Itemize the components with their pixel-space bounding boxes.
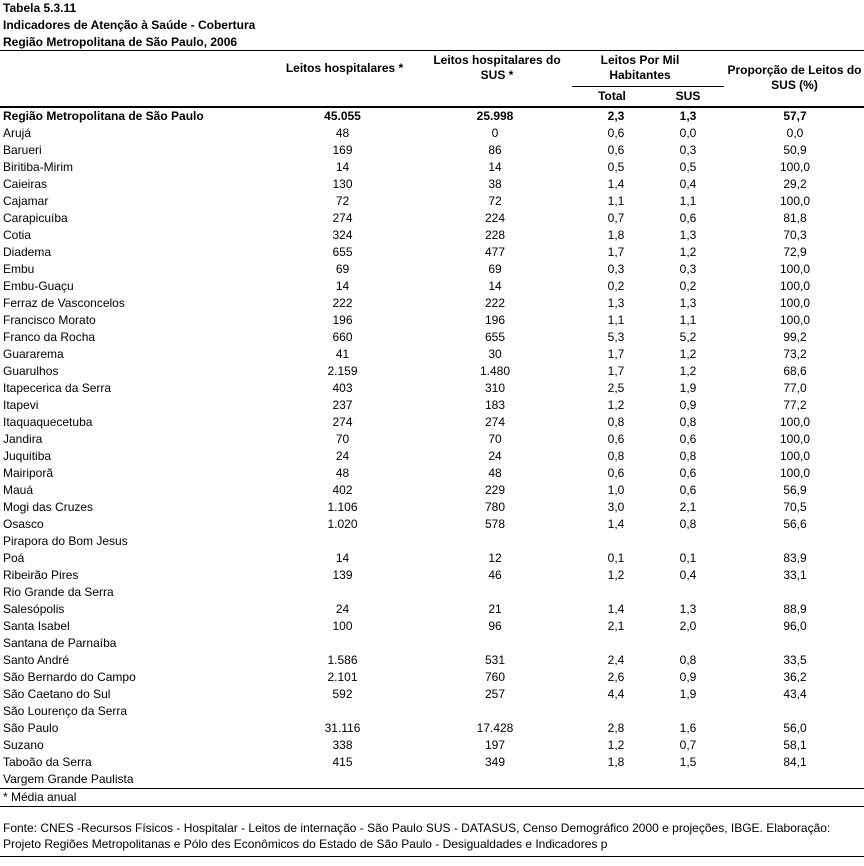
row-por-mil-total: 1,4 xyxy=(607,177,625,191)
row-municipio: Francisco Morato xyxy=(3,313,96,327)
row-leitos-hospitalares xyxy=(280,771,405,788)
row-leitos-sus: 25.998 xyxy=(476,109,514,123)
row-leitos-sus xyxy=(420,703,570,720)
row-leitos-hospitalares: 100 xyxy=(332,619,353,633)
row-leitos-sus: 578 xyxy=(484,517,506,531)
row-proporcao-sus: 29,2 xyxy=(783,177,807,191)
row-por-mil-sus: 1,1 xyxy=(679,313,697,327)
row-municipio: Cajamar xyxy=(3,194,49,208)
row-proporcao-sus: 100,0 xyxy=(779,296,811,310)
row-por-mil-sus: 0,6 xyxy=(679,211,697,225)
row-por-mil-sus: 1,3 xyxy=(679,109,697,123)
row-leitos-hospitalares: 14 xyxy=(335,279,350,293)
row-municipio: Itaquaquecetuba xyxy=(3,415,93,429)
source-line-1: Fonte: CNES -Recursos Físicos - Hospitalar - Leitos de internação - São Paulo SUS - DATASUS, Censo Demográfico 2000 e projeções, IBGE. Elaboração: xyxy=(3,821,831,835)
row-por-mil-sus: 0,0 xyxy=(679,126,697,140)
row-leitos-hospitalares: 2.159 xyxy=(327,364,358,378)
row-por-mil-sus xyxy=(655,635,721,652)
page-bottom-rule xyxy=(0,856,864,857)
row-proporcao-sus: 56,9 xyxy=(783,483,807,497)
row-por-mil-total: 0,8 xyxy=(607,415,625,429)
row-por-mil-total xyxy=(566,533,666,550)
row-leitos-hospitalares: 274 xyxy=(332,211,353,225)
row-leitos-sus: 228 xyxy=(484,228,506,242)
row-proporcao-sus: 58,1 xyxy=(783,738,807,752)
row-por-mil-sus: 1,2 xyxy=(679,245,697,259)
row-por-mil-sus: 0,5 xyxy=(679,160,697,174)
row-proporcao-sus: 33,1 xyxy=(783,568,807,582)
row-municipio: Embu-Guaçu xyxy=(3,279,74,293)
row-leitos-sus: 96 xyxy=(488,619,502,633)
row-municipio: Arujá xyxy=(3,126,32,140)
row-por-mil-total: 1,2 xyxy=(607,568,625,582)
row-leitos-sus: 24 xyxy=(488,449,502,463)
row-por-mil-sus: 0,3 xyxy=(679,143,697,157)
row-por-mil-total xyxy=(566,703,666,720)
row-por-mil-total: 0,6 xyxy=(607,126,625,140)
row-por-mil-total: 2,1 xyxy=(607,619,625,633)
row-proporcao-sus: 100,0 xyxy=(779,194,811,208)
row-por-mil-total: 0,6 xyxy=(607,466,625,480)
row-proporcao-sus xyxy=(733,584,857,601)
row-leitos-sus: 48 xyxy=(488,466,502,480)
row-proporcao-sus xyxy=(733,635,857,652)
row-leitos-hospitalares: 41 xyxy=(335,347,350,361)
row-leitos-sus: 12 xyxy=(488,551,502,565)
row-por-mil-total: 1,3 xyxy=(607,296,625,310)
row-por-mil-sus: 1,3 xyxy=(679,602,697,616)
row-por-mil-total xyxy=(566,771,666,788)
row-municipio: Mauá xyxy=(3,483,34,497)
col-leitos-hospitalares: Leitos hospitalares * xyxy=(285,61,404,75)
row-por-mil-total: 1,7 xyxy=(607,245,625,259)
row-por-mil-total: 1,7 xyxy=(607,364,625,378)
row-leitos-sus: 531 xyxy=(484,653,506,667)
row-por-mil-total: 0,2 xyxy=(607,279,625,293)
row-leitos-hospitalares: 402 xyxy=(332,483,353,497)
row-leitos-sus: 196 xyxy=(484,313,506,327)
row-por-mil-total: 1,2 xyxy=(607,738,625,752)
row-por-mil-sus xyxy=(655,771,721,788)
row-municipio: Guararema xyxy=(3,347,64,361)
row-municipio: Guarulhos xyxy=(3,364,59,378)
row-proporcao-sus: 70,3 xyxy=(783,228,807,242)
row-por-mil-total xyxy=(566,584,666,601)
col-proporcao: Proporção de Leitos do SUS (%) xyxy=(727,63,862,92)
col-subgroup-rule xyxy=(572,86,724,87)
col-leitos-sus: Leitos hospitalares do SUS * xyxy=(433,53,561,82)
row-municipio: São Bernardo do Campo xyxy=(3,670,136,684)
row-municipio: Santana de Parnaíba xyxy=(3,636,117,650)
row-por-mil-sus: 0,6 xyxy=(679,483,697,497)
row-proporcao-sus: 56,6 xyxy=(783,517,807,531)
row-proporcao-sus: 100,0 xyxy=(779,449,811,463)
row-proporcao-sus: 50,9 xyxy=(783,143,807,157)
row-municipio: Caieiras xyxy=(3,177,48,191)
table-id: Tabela 5.3.11 xyxy=(3,1,77,15)
row-por-mil-sus: 1,9 xyxy=(679,687,697,701)
row-por-mil-total: 0,3 xyxy=(607,262,625,276)
row-por-mil-sus: 2,1 xyxy=(679,500,697,514)
row-proporcao-sus: 83,9 xyxy=(783,551,807,565)
row-por-mil-total: 3,0 xyxy=(607,500,625,514)
row-por-mil-total: 1,1 xyxy=(607,313,625,327)
row-proporcao-sus: 88,9 xyxy=(783,602,807,616)
row-leitos-sus: 222 xyxy=(484,296,506,310)
row-leitos-hospitalares: 139 xyxy=(332,568,353,582)
row-municipio: Santo André xyxy=(3,653,70,667)
row-municipio: São Paulo xyxy=(3,721,59,735)
row-leitos-hospitalares: 24 xyxy=(335,449,350,463)
row-leitos-sus: 310 xyxy=(484,381,506,395)
row-municipio: Mogi das Cruzes xyxy=(3,500,94,514)
row-leitos-sus xyxy=(420,584,570,601)
row-por-mil-sus: 1,6 xyxy=(679,721,697,735)
row-por-mil-sus: 1,2 xyxy=(679,364,697,378)
row-por-mil-total: 2,5 xyxy=(607,381,625,395)
row-por-mil-total: 0,6 xyxy=(607,143,625,157)
row-proporcao-sus: 56,0 xyxy=(783,721,807,735)
row-por-mil-sus: 0,4 xyxy=(679,177,697,191)
row-por-mil-sus: 1,2 xyxy=(679,347,697,361)
row-por-mil-sus: 0,4 xyxy=(679,568,697,582)
row-leitos-sus: 224 xyxy=(484,211,506,225)
row-por-mil-total: 2,6 xyxy=(607,670,625,684)
row-leitos-hospitalares xyxy=(280,533,405,550)
row-por-mil-total: 0,1 xyxy=(607,551,625,565)
row-por-mil-total: 0,5 xyxy=(607,160,625,174)
row-leitos-hospitalares: 14 xyxy=(335,160,350,174)
row-leitos-hospitalares: 45.055 xyxy=(324,109,361,123)
row-proporcao-sus: 70,5 xyxy=(783,500,807,514)
row-proporcao-sus xyxy=(733,703,857,720)
row-proporcao-sus: 81,8 xyxy=(783,211,807,225)
row-proporcao-sus: 72,9 xyxy=(783,245,807,259)
row-municipio: Ribeirão Pires xyxy=(3,568,79,582)
row-leitos-sus: 349 xyxy=(484,755,506,769)
row-por-mil-total: 0,7 xyxy=(607,211,625,225)
row-por-mil-sus: 0,7 xyxy=(679,738,697,752)
row-leitos-hospitalares: 338 xyxy=(332,738,353,752)
row-leitos-hospitalares: 1.020 xyxy=(327,517,358,531)
row-municipio: Franco da Rocha xyxy=(3,330,96,344)
row-leitos-sus: 760 xyxy=(484,670,506,684)
row-proporcao-sus: 77,0 xyxy=(783,381,807,395)
row-leitos-sus: 70 xyxy=(488,432,502,446)
row-leitos-hospitalares: 1.106 xyxy=(327,500,358,514)
row-por-mil-sus: 1,3 xyxy=(679,228,697,242)
row-por-mil-sus: 0,1 xyxy=(679,551,697,565)
table-title: Indicadores de Atenção à Saúde - Cobertura xyxy=(3,18,256,32)
row-municipio: Região Metropolitana de São Paulo xyxy=(3,109,204,123)
row-leitos-hospitalares: 69 xyxy=(335,262,350,276)
row-leitos-sus: 655 xyxy=(484,330,506,344)
row-proporcao-sus: 100,0 xyxy=(779,313,811,327)
row-municipio: Itapevi xyxy=(3,398,39,412)
row-por-mil-sus: 0,8 xyxy=(679,517,697,531)
col-sus: SUS xyxy=(675,89,701,103)
row-leitos-sus: 17.428 xyxy=(476,721,514,735)
row-proporcao-sus: 77,2 xyxy=(783,398,807,412)
row-leitos-sus xyxy=(420,533,570,550)
row-leitos-sus xyxy=(420,771,570,788)
row-leitos-hospitalares: 14 xyxy=(335,551,350,565)
row-municipio: Ferraz de Vasconcelos xyxy=(3,296,125,310)
row-por-mil-sus: 1,9 xyxy=(679,381,697,395)
row-leitos-hospitalares: 72 xyxy=(335,194,350,208)
row-municipio: São Lourenço da Serra xyxy=(3,704,128,718)
row-leitos-hospitalares: 130 xyxy=(332,177,353,191)
row-por-mil-total: 2,4 xyxy=(607,653,625,667)
row-leitos-sus xyxy=(420,635,570,652)
row-leitos-hospitalares: 222 xyxy=(332,296,353,310)
footnote-rule xyxy=(0,806,864,807)
row-proporcao-sus: 33,5 xyxy=(783,653,807,667)
row-proporcao-sus: 68,6 xyxy=(783,364,807,378)
row-leitos-sus: 21 xyxy=(488,602,502,616)
row-por-mil-total: 1,7 xyxy=(607,347,625,361)
col-leitos-por-mil: Leitos Por Mil Habitantes xyxy=(600,53,680,82)
row-municipio: Itapecerica da Serra xyxy=(3,381,112,395)
row-por-mil-total: 2,3 xyxy=(607,109,625,123)
row-proporcao-sus: 100,0 xyxy=(779,432,811,446)
row-proporcao-sus: 100,0 xyxy=(779,415,811,429)
row-por-mil-total: 0,6 xyxy=(607,432,625,446)
row-por-mil-sus: 0,6 xyxy=(679,432,697,446)
row-proporcao-sus xyxy=(733,533,857,550)
row-municipio: Jandira xyxy=(3,432,43,446)
row-leitos-sus: 183 xyxy=(484,398,506,412)
row-leitos-hospitalares: 415 xyxy=(332,755,353,769)
row-por-mil-total: 4,4 xyxy=(607,687,625,701)
row-leitos-sus: 197 xyxy=(484,738,506,752)
row-por-mil-sus: 0,6 xyxy=(679,466,697,480)
row-por-mil-sus: 2,0 xyxy=(679,619,697,633)
row-por-mil-sus: 1,5 xyxy=(679,755,697,769)
row-proporcao-sus xyxy=(733,771,857,788)
row-municipio: Biritiba-Mirim xyxy=(3,160,73,174)
row-leitos-hospitalares: 592 xyxy=(332,687,353,701)
row-leitos-hospitalares: 655 xyxy=(332,245,353,259)
row-municipio: Cotia xyxy=(3,228,32,242)
row-municipio: Salesópolis xyxy=(3,602,65,616)
row-por-mil-sus xyxy=(655,703,721,720)
footnote: * Média anual xyxy=(3,790,77,804)
row-leitos-hospitalares: 274 xyxy=(332,415,353,429)
row-por-mil-sus: 0,9 xyxy=(679,670,697,684)
row-municipio: Diadema xyxy=(3,245,52,259)
row-municipio: Juquitiba xyxy=(3,449,52,463)
row-proporcao-sus: 100,0 xyxy=(779,262,811,276)
row-municipio: Mairiporã xyxy=(3,466,54,480)
row-leitos-sus: 229 xyxy=(484,483,506,497)
row-leitos-hospitalares: 169 xyxy=(332,143,353,157)
row-municipio: Embu xyxy=(3,262,35,276)
row-por-mil-sus xyxy=(655,533,721,550)
row-por-mil-sus: 5,2 xyxy=(679,330,697,344)
row-por-mil-sus: 0,8 xyxy=(679,415,697,429)
row-por-mil-total xyxy=(566,635,666,652)
row-leitos-hospitalares: 403 xyxy=(332,381,353,395)
row-leitos-hospitalares xyxy=(280,703,405,720)
row-leitos-sus: 38 xyxy=(488,177,502,191)
row-leitos-hospitalares: 2.101 xyxy=(327,670,358,684)
row-por-mil-total: 1,8 xyxy=(607,755,625,769)
row-leitos-sus: 86 xyxy=(488,143,502,157)
col-total: Total xyxy=(598,89,626,103)
row-proporcao-sus: 100,0 xyxy=(779,466,811,480)
row-leitos-sus: 14 xyxy=(488,279,502,293)
row-por-mil-sus: 0,9 xyxy=(679,398,697,412)
row-leitos-hospitalares xyxy=(280,584,405,601)
row-municipio: Vargem Grande Paulista xyxy=(3,772,134,786)
row-por-mil-total: 5,3 xyxy=(607,330,625,344)
row-proporcao-sus: 57,7 xyxy=(783,109,807,123)
row-proporcao-sus: 84,1 xyxy=(783,755,807,769)
row-leitos-hospitalares: 196 xyxy=(332,313,353,327)
row-proporcao-sus: 43,4 xyxy=(783,687,807,701)
row-leitos-sus: 72 xyxy=(488,194,502,208)
row-municipio: São Caetano do Sul xyxy=(3,687,111,701)
row-por-mil-total: 1,0 xyxy=(607,483,625,497)
row-municipio: Osasco xyxy=(3,517,44,531)
row-por-mil-sus: 0,2 xyxy=(679,279,697,293)
row-leitos-sus: 1.480 xyxy=(479,364,511,378)
row-leitos-hospitalares: 1.586 xyxy=(327,653,358,667)
row-leitos-sus: 477 xyxy=(484,245,506,259)
row-leitos-sus: 0 xyxy=(491,126,499,140)
row-por-mil-sus: 0,8 xyxy=(679,653,697,667)
row-por-mil-sus xyxy=(655,584,721,601)
row-leitos-hospitalares: 31.116 xyxy=(324,721,361,735)
row-proporcao-sus: 73,2 xyxy=(783,347,807,361)
row-leitos-sus: 69 xyxy=(488,262,502,276)
table-bottom-rule xyxy=(0,788,864,789)
source-line-2: Projeto Regiões Metropolitanas e Pólo des Econômicos do Estado de São Paulo - Desigualdades e Indicadores p xyxy=(3,837,608,851)
row-por-mil-total: 1,1 xyxy=(607,194,625,208)
row-leitos-hospitalares: 24 xyxy=(335,602,350,616)
row-proporcao-sus: 99,2 xyxy=(783,330,807,344)
row-municipio: Barueri xyxy=(3,143,42,157)
row-leitos-sus: 274 xyxy=(484,415,506,429)
row-por-mil-total: 1,4 xyxy=(607,517,625,531)
row-leitos-sus: 14 xyxy=(488,160,502,174)
row-leitos-hospitalares: 70 xyxy=(335,432,350,446)
row-por-mil-total: 0,8 xyxy=(607,449,625,463)
row-proporcao-sus: 96,0 xyxy=(783,619,807,633)
row-municipio: Rio Grande da Serra xyxy=(3,585,114,599)
table-subtitle: Região Metropolitana de São Paulo, 2006 xyxy=(3,35,238,49)
row-municipio: Poá xyxy=(3,551,25,565)
row-por-mil-sus: 0,3 xyxy=(679,262,697,276)
row-municipio: Carapicuíba xyxy=(3,211,68,225)
row-leitos-hospitalares: 324 xyxy=(332,228,353,242)
row-leitos-hospitalares: 237 xyxy=(332,398,353,412)
row-leitos-hospitalares: 660 xyxy=(332,330,353,344)
row-leitos-hospitalares: 48 xyxy=(335,466,350,480)
row-municipio: Pirapora do Bom Jesus xyxy=(3,534,128,548)
row-proporcao-sus: 36,2 xyxy=(783,670,807,684)
row-municipio: Santa Isabel xyxy=(3,619,70,633)
row-proporcao-sus: 100,0 xyxy=(779,279,811,293)
row-leitos-hospitalares: 48 xyxy=(335,126,350,140)
row-por-mil-total: 1,2 xyxy=(607,398,625,412)
row-proporcao-sus: 100,0 xyxy=(779,160,811,174)
row-leitos-sus: 780 xyxy=(484,500,506,514)
header-top-rule xyxy=(0,50,864,51)
row-leitos-sus: 30 xyxy=(488,347,502,361)
row-proporcao-sus: 0,0 xyxy=(786,126,804,140)
row-por-mil-total: 1,8 xyxy=(607,228,625,242)
row-leitos-sus: 46 xyxy=(488,568,502,582)
row-por-mil-sus: 1,1 xyxy=(679,194,697,208)
row-por-mil-sus: 1,3 xyxy=(679,296,697,310)
row-leitos-hospitalares xyxy=(280,635,405,652)
row-por-mil-total: 1,4 xyxy=(607,602,625,616)
row-municipio: Suzano xyxy=(3,738,44,752)
row-municipio: Taboão da Serra xyxy=(3,755,92,769)
row-leitos-sus: 257 xyxy=(484,687,506,701)
row-por-mil-sus: 0,8 xyxy=(679,449,697,463)
row-por-mil-total: 2,8 xyxy=(607,721,625,735)
